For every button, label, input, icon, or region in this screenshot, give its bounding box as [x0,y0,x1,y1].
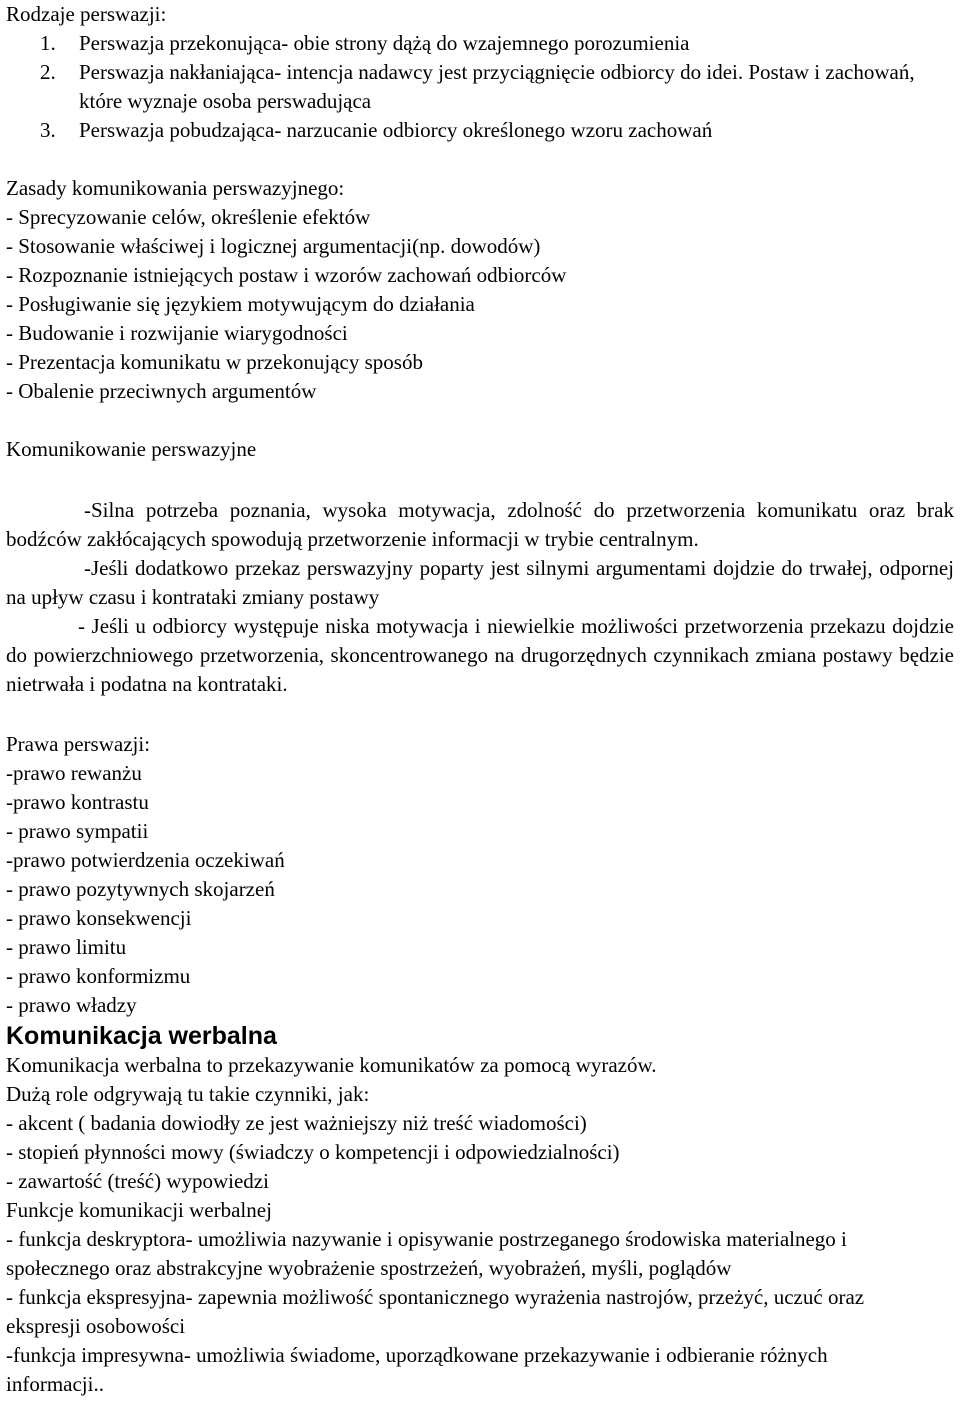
list-item: -funkcja impresywna- umożliwia świadome, uporządkowane przekazywanie i odbieranie różnych informacji.. [6,1343,828,1396]
list-item: - prawo konsekwencji [6,906,192,930]
list-item: - akcent ( badania dowiodły ze jest ważniejszy niż treść wiadomości) [6,1111,587,1135]
definition-text: Komunikacja werbalna to przekazywanie komunikatów za pomocą wyrazów. [6,1053,657,1077]
list-item: - prawo limitu [6,935,127,959]
list-item: - prawo władzy [6,993,137,1017]
list-item: - Prezentacja komunikatu w przekonujący sposób [6,350,423,374]
list-item: - funkcja deskryptora- umożliwia nazywanie i opisywanie postrzeganego środowiska materialnego i społecznego oraz abstrakcyjne wyobrażenie spostrzeżeń, wyobrażeń, myśli, poglądów [6,1227,847,1280]
paragraph: - Jeśli u odbiorcy występuje niska motywacja i niewielkie możliwości przetworzenia przekazu dojdzie do powierzchniowego przetworzenia, skoncentrowanego na drugorzędnych czynnikach zmiana postawy będzie nietrwała i podatna na kontrataki. [6,614,954,696]
persuasion-types-list [6,29,954,145]
spacer [6,406,954,435]
list-item: - prawo konformizmu [6,964,191,988]
persuasion-laws-title: Prawa perswazji: [6,732,151,756]
document-page [6,0,954,1399]
section-heading: Komunikacja werbalna [6,1022,277,1050]
list-item: -prawo kontrastu [6,790,149,814]
factors-intro: Dużą role odgrywają tu takie czynniki, jak: [6,1082,370,1106]
list-item: - prawo pozytywnych skojarzeń [6,877,275,901]
list-item [6,58,954,116]
list-item: - zawartość (treść) wypowiedzi [6,1169,269,1193]
list-item: -prawo rewanżu [6,761,142,785]
persuasion-types-title: Rodzaje perswazji: [6,2,167,26]
persuasive-communication-title: Komunikowanie perswazyjne [6,437,257,461]
list-item: - Rozpoznanie istniejących postaw i wzorów zachowań odbiorców [6,263,567,287]
list-item-number: 3. [40,118,56,142]
list-item: -prawo potwierdzenia oczekiwań [6,848,285,872]
list-item-number: 2. [40,60,56,84]
list-item-text: Perswazja nakłaniająca- intencja nadawcy jest przyciągnięcie odbiorcy do idei. Postaw i zachowań, które wyznaje osoba perswadująca [79,60,915,113]
spacer [6,464,954,496]
list-item [6,116,954,145]
list-item-number: 1. [40,31,56,55]
list-item: - Budowanie i rozwijanie wiarygodności [6,321,348,345]
spacer [6,145,954,174]
list-item [6,29,954,58]
functions-title: Funkcje komunikacji werbalnej [6,1198,272,1222]
paragraph: -Jeśli dodatkowo przekaz perswazyjny poparty jest silnymi argumentami dojdzie do trwałej, odpornej na upływ czasu i kontrataki zmiany postawy [6,556,954,609]
list-item-text: Perswazja pobudzająca- narzucanie odbiorcy określonego wzoru zachowań [79,118,713,142]
paragraph: -Silna potrzeba poznania, wysoka motywacja, zdolność do przetworzenia komunikatu oraz brak bodźców zakłócających spowodują przetworzenie informacji w trybie centralnym. [6,498,954,551]
list-item: - Obalenie przeciwnych argumentów [6,379,317,403]
principles-title: Zasady komunikowania perswazyjnego: [6,176,345,200]
list-item: - stopień płynności mowy (świadczy o kompetencji i odpowiedzialności) [6,1140,620,1164]
list-item: - Stosowanie właściwej i logicznej argumentacji(np. dowodów) [6,234,541,258]
list-item: - Posługiwanie się językiem motywującym do działania [6,292,475,316]
list-item: - funkcja ekspresyjna- zapewnia możliwość spontanicznego wyrażenia nastrojów, przeżyć, uczuć oraz ekspresji osobowości [6,1285,865,1338]
list-item: - Sprecyzowanie celów, określenie efektów [6,205,371,229]
spacer [6,699,954,730]
list-item-text: Perswazja przekonująca- obie strony dążą do wzajemnego porozumienia [79,31,690,55]
list-item: - prawo sympatii [6,819,149,843]
